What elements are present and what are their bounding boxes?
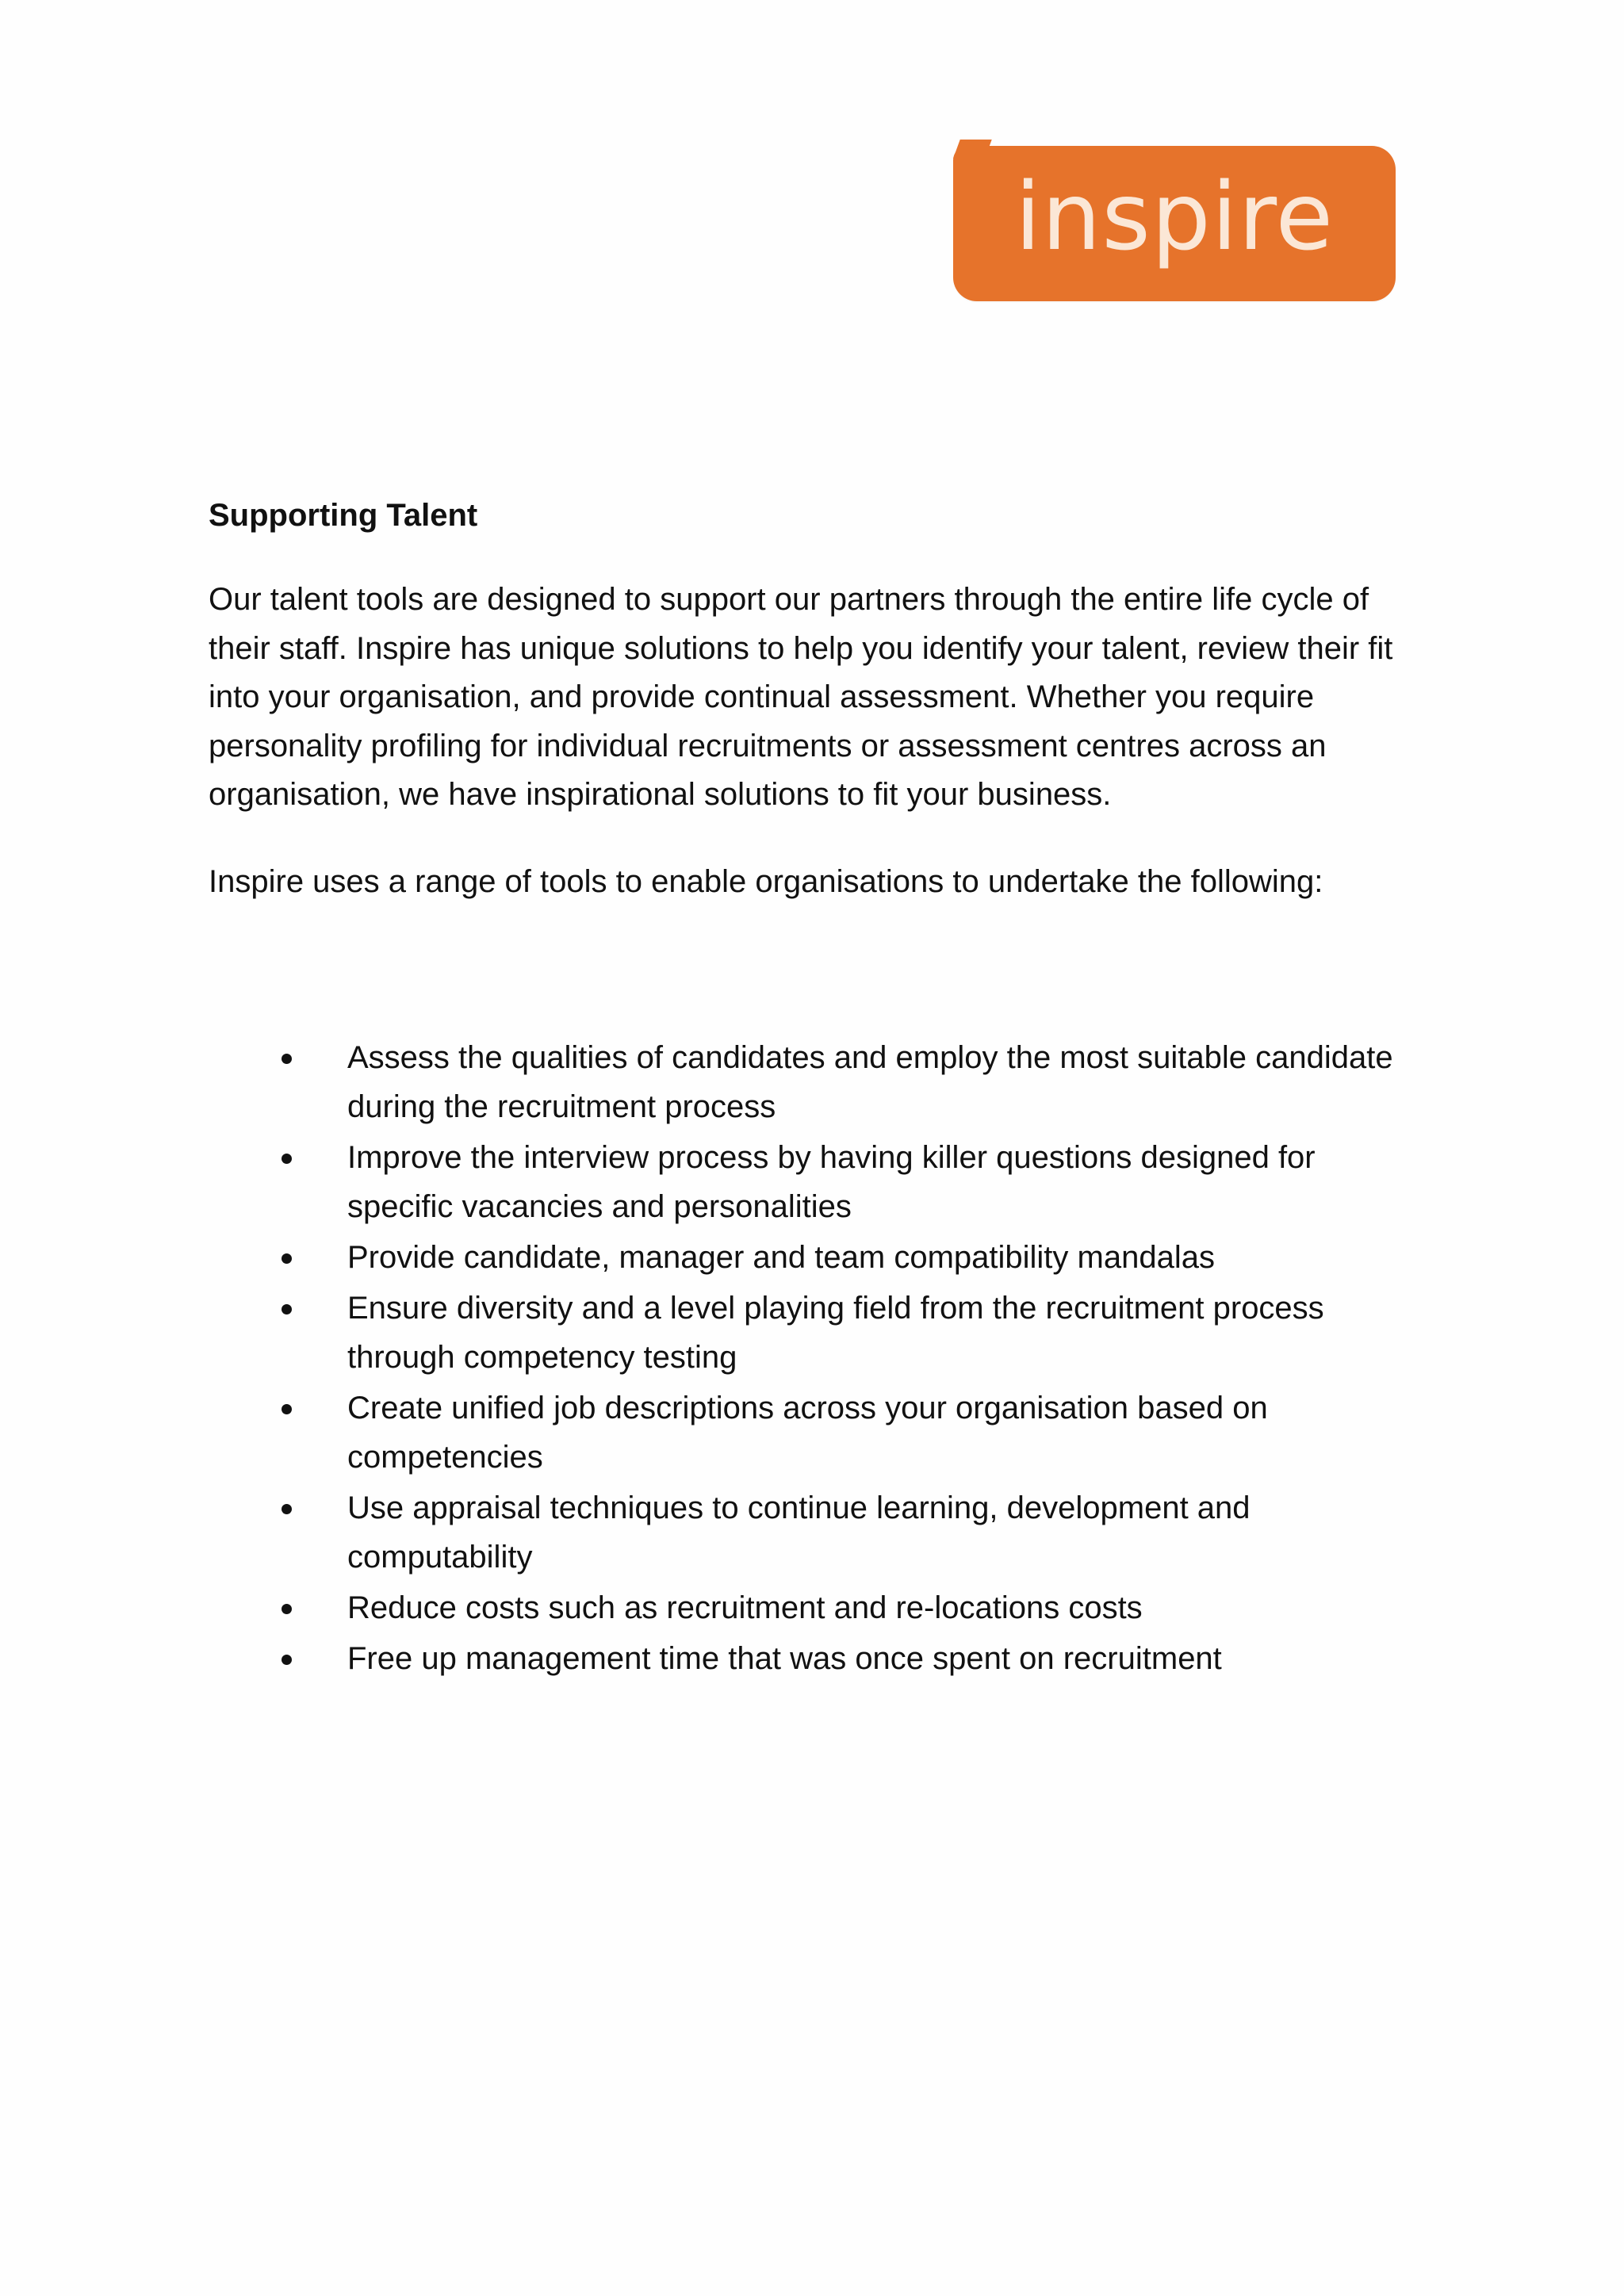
bullet-icon (282, 1655, 292, 1665)
bullet-icon (282, 1253, 292, 1264)
list-item (209, 1483, 1414, 1582)
list-item-text: Provide candidate, manager and team compatibility mandalas (347, 1240, 1215, 1275)
bullet-list (209, 1033, 1414, 1683)
document-content (209, 492, 1414, 1685)
list-item (209, 1583, 1414, 1632)
list-item (209, 1233, 1414, 1282)
bullet-icon (282, 1054, 292, 1064)
bullet-icon (282, 1404, 292, 1414)
list-item (209, 1033, 1414, 1131)
list-item (209, 1133, 1414, 1231)
bullet-icon (282, 1154, 292, 1164)
logo-text: inspire (1014, 162, 1335, 271)
intro-paragraph: Our talent tools are designed to support our partners through the entire life cycle of their staff. Inspire has unique solutions to help you identify your talent, review their fit into your organisation, and provide continual assessment. Whether you require personality profiling for individual recruitments or assessment centres across an organisation, we have inspirational solutions to fit your business. (209, 582, 1393, 812)
list-item-text: Improve the interview process by having killer questions designed for specific vacancies and personalities (347, 1140, 1316, 1224)
bullet-icon (282, 1304, 292, 1314)
list-item (209, 1383, 1414, 1482)
list-item-text: Reduce costs such as recruitment and re-locations costs (347, 1590, 1143, 1625)
list-item-text: Use appraisal techniques to continue learning, development and computability (347, 1490, 1251, 1575)
bullet-icon (282, 1604, 292, 1614)
list-item-text: Free up management time that was once spent on recruitment (347, 1641, 1222, 1676)
list-item-text: Ensure diversity and a level playing field from the recruitment process through competency testing (347, 1291, 1324, 1375)
list-item-text: Assess the qualities of candidates and employ the most suitable candidate during the recruitment process (347, 1040, 1393, 1124)
list-item (209, 1634, 1414, 1683)
list-item (209, 1284, 1414, 1382)
list-item-text: Create unified job descriptions across your organisation based on competencies (347, 1391, 1268, 1475)
lead-in-paragraph: Inspire uses a range of tools to enable organisations to undertake the following: (209, 863, 1323, 899)
bullet-icon (282, 1504, 292, 1514)
section-heading: Supporting Talent (209, 498, 478, 533)
inspire-logo (953, 146, 1396, 301)
